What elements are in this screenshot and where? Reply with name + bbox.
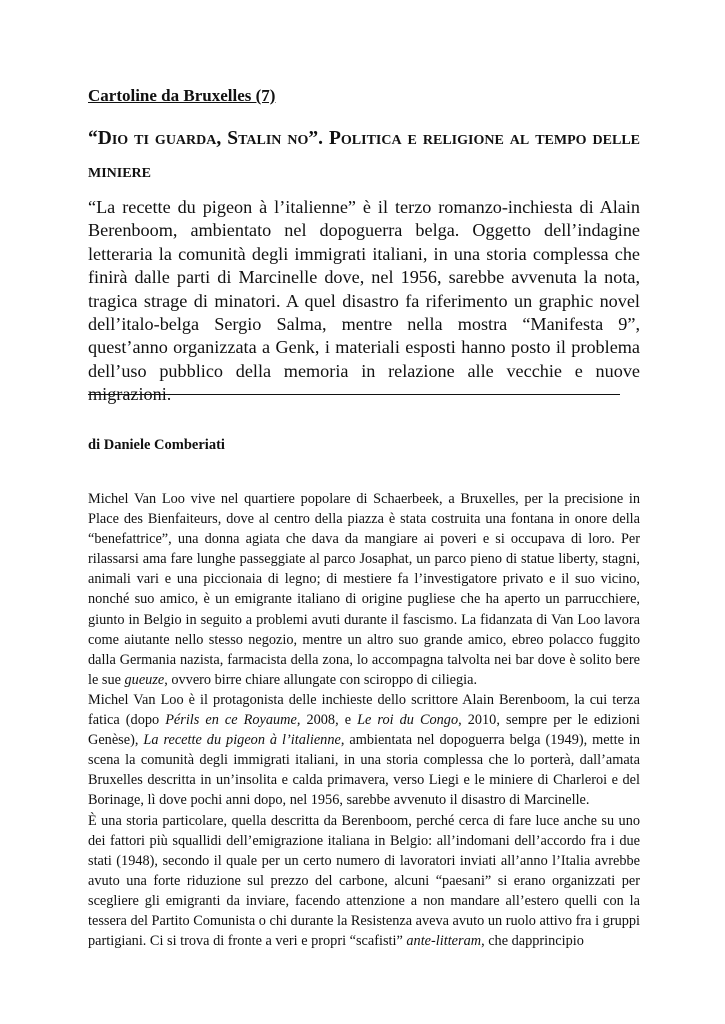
text-run: È una storia particolare, quella descritta da Berenboom, perché cerca di fare luce anche su uno dei fattori più squallidi dell’emigrazione italiana in Belgio: all’indomani dell’accordo fra i due stati (1948), secondo il quale per un certo numero di lavoratori inviati all’anno l’Italia avrebbe avuto una forte riduzione sul prezzo del carbone, alcuni “paesani” si erano organizzati per scegliere gli emigranti da inviare, facendo attenzione a non mandare all’estero quelli con la tessera del Partito Comunista o chi durante la Resistenza aveva avuto un ruolo attivo fra i gruppi partigiani. Ci si trova di fronte a veri e propri “scafisti” [88, 812, 640, 950]
article-lead: “La recette du pigeon à l’italienne” è il terzo romanzo-inchiesta di Alain Berenboom, ambientato nel dopoguerra belga. Oggetto dell’indagine letteraria la comunità degli immigrati italiani, in una storia complessa che finirà dalle parti di Marcinelle dove, nel 1956, sarebbe avvenuta la nota, tragica strage di minatori. A quel disastro fa riferimento un graphic novel dell’italo-belga Sergio Salma, mentre nella mostra “Manifesta 9”, quest’anno organizzata a Genk, i materiali esposti hanno posto il problema dell’uso pubblico della memoria in relazione alle vecchie e nuove migrazioni. [88, 197, 640, 405]
italic-term: ante-litteram [406, 933, 482, 950]
italic-title: Le roi du Congo [357, 712, 459, 729]
article-body [88, 489, 640, 951]
text-run: , ovvero birre chiare allungate con sciroppo di ciliegia. [164, 671, 478, 688]
article-headline: “Dio ti guarda, Stalin no”. Politica e religione al tempo delle miniere [88, 128, 640, 182]
text-run: , 2008, e [296, 712, 358, 729]
author-byline: di Daniele Comberiati [88, 437, 225, 453]
horizontal-rule [88, 394, 620, 395]
text-run: , 2010, sempre per le edizioni Genèse), [88, 712, 640, 749]
text-run: , che dapprincipio [481, 933, 584, 950]
body-paragraph-3 [88, 811, 640, 952]
italic-term: gueuze [124, 671, 165, 688]
italic-title: La recette du pigeon à l’italienne [143, 732, 341, 749]
series-title: Cartoline da Bruxelles (7) [88, 86, 276, 105]
text-run: Michel Van Loo vive nel quartiere popolare di Schaerbeek, a Bruxelles, per la precisione in Place des Bienfaiteurs, dove al centro della piazza è stata costruita una fontana in onore della “benefattrice”, una donna agiata che dava da mangiare ai poveri e si occupava di loro. Per rilassarsi ama fare lunghe passeggiate al parco Josaphat, un parco pieno di statue liberty, stagni, animali vari e una piccionaia di legno; di mestiere fa l’investigatore privato e il suo vicino, nonché suo amico, è un emigrante italiano di origine pugliese che ha aperto un parrucchiere, giunto in Belgio in seguito a problemi avuti durante il fascismo. La fidanzata di Van Loo lavora come aiutante nello stesso negozio, mentre un altro suo grande amico, ebreo polacco fuggito dalla Germania nazista, farmacista della zona, lo accompagna talvolta nei bar dove è solito bere le sue [88, 491, 640, 688]
text-run: , ambientata nel dopoguerra belga (1949), mette in scena la comunità degli immigrati italiani, in una storia complessa che lo porterà, dall’amata Bruxelles descritta in un’insolita e calda primavera, verso Liegi e le miniere di Charleroi e del Borinage, lì dove pochi anni dopo, nel 1956, sarebbe avvenuto il disastro di Marcinelle. [88, 732, 641, 809]
text-run: Michel Van Loo è il protagonista delle inchieste dello scrittore Alain Berenboom, la cui terza fatica (dopo [88, 691, 640, 729]
italic-title: Périls en ce Royaume [165, 712, 297, 729]
body-paragraph-2 [88, 690, 640, 811]
body-paragraph-1 [88, 489, 640, 690]
